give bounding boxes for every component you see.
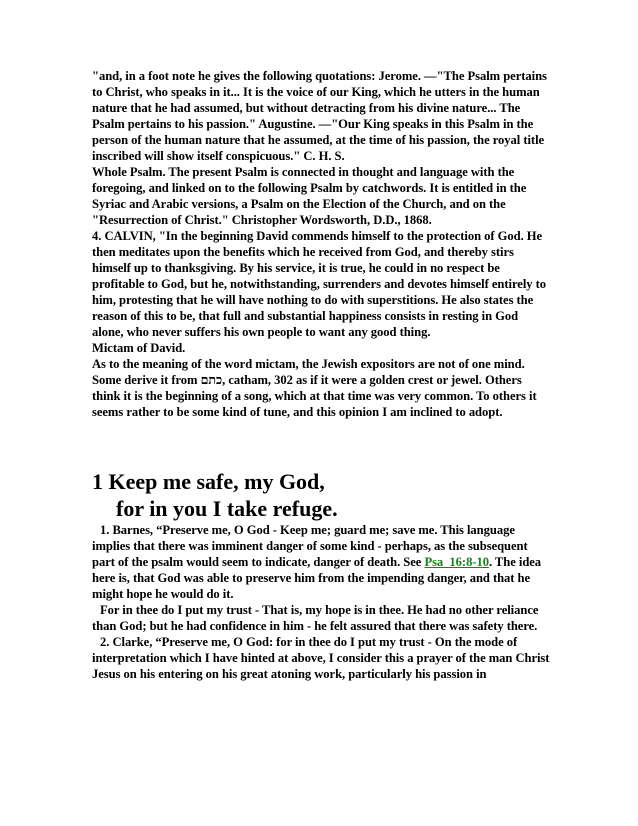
whole-psalm-paragraph: Whole Psalm. The present Psalm is connected in thought and language with the foregoing, and linked on to the following Psalm by catchwords. It is entitled in the Syriac and Arabic versions, a Psalm on the Election of the Church, and on the "Resurrection of Christ." Christopher Wordsworth, D.D., 1868.	[92, 165, 527, 227]
mictam-heading: Mictam of David.	[92, 341, 186, 355]
calvin-paragraph: 4. CALVIN, "In the beginning David commends himself to the protection of God. He then meditates upon the benefits which he received from God, and thereby stirs himself up to thanksgiving. By his service, it is true, he could in no respect be profitable to God, but he, notwithstanding, surrenders and devotes himself entirely to him, protesting that he will have nothing to do with superstitions. He also states the reason of this to be, that full and substantial happiness consists in resting in God alone, who never suffers his own people to want any good thing.	[92, 229, 547, 339]
intro-section	[92, 68, 550, 420]
mictam-paragraph: As to the meaning of the word mictam, the Jewish expositors are not of one mind. Some derive it from כתם, catham, 302 as if it were a golden crest or jewel. Others think it is the beginning of a song, which at that time was very common. To others it seems rather to be some kind of tune, and this opinion I am inclined to adopt.	[92, 357, 537, 419]
commentary-section	[92, 522, 550, 682]
barnes-trust-paragraph: For in thee do I put my trust - That is, my hope is in thee. He had no other reliance than God; but he had confidence in him - he felt assured that there was safety there.	[92, 603, 539, 633]
quotation-paragraph: "and, in a foot note he gives the following quotations: Jerome. —"The Psalm pertains to Christ, who speaks in it... It is the voice of our King, which he utters in the human nature that he had assumed, but without detracting from his divine nature... The Psalm pertains to his passion." Augustine. —"Our King speaks in this Psalm in the person of the human nature that he assumed, at the time of his passion, the royal title inscribed will show itself conspicuous." C. H. S.	[92, 69, 547, 163]
scripture-reference-link[interactable]: Psa_16:8-10	[424, 555, 489, 569]
verse-line-2: for in you I take refuge.	[116, 496, 338, 521]
barnes-paragraph	[92, 522, 550, 602]
barnes-text-before: 1. Barnes, “Preserve me, O God - Keep me; guard me; save me. This language implies that there was imminent danger of some kind - perhaps, as the subsequent part of the psalm would seem to indicate, danger of death. See	[92, 523, 528, 569]
verse-line-1: 1 Keep me safe, my God,	[92, 469, 325, 494]
clarke-paragraph: 2. Clarke, “Preserve me, O God: for in thee do I put my trust - On the mode of interpretation which I have hinted at above, I consider this a prayer of the man Christ Jesus on his entering on his great atoning work, particularly his passion in	[92, 635, 550, 681]
barnes-text-after: . The idea here is, that God was able to preserve him from the impending danger, and that he might hope he would do it.	[92, 555, 542, 601]
verse-heading	[92, 468, 550, 522]
